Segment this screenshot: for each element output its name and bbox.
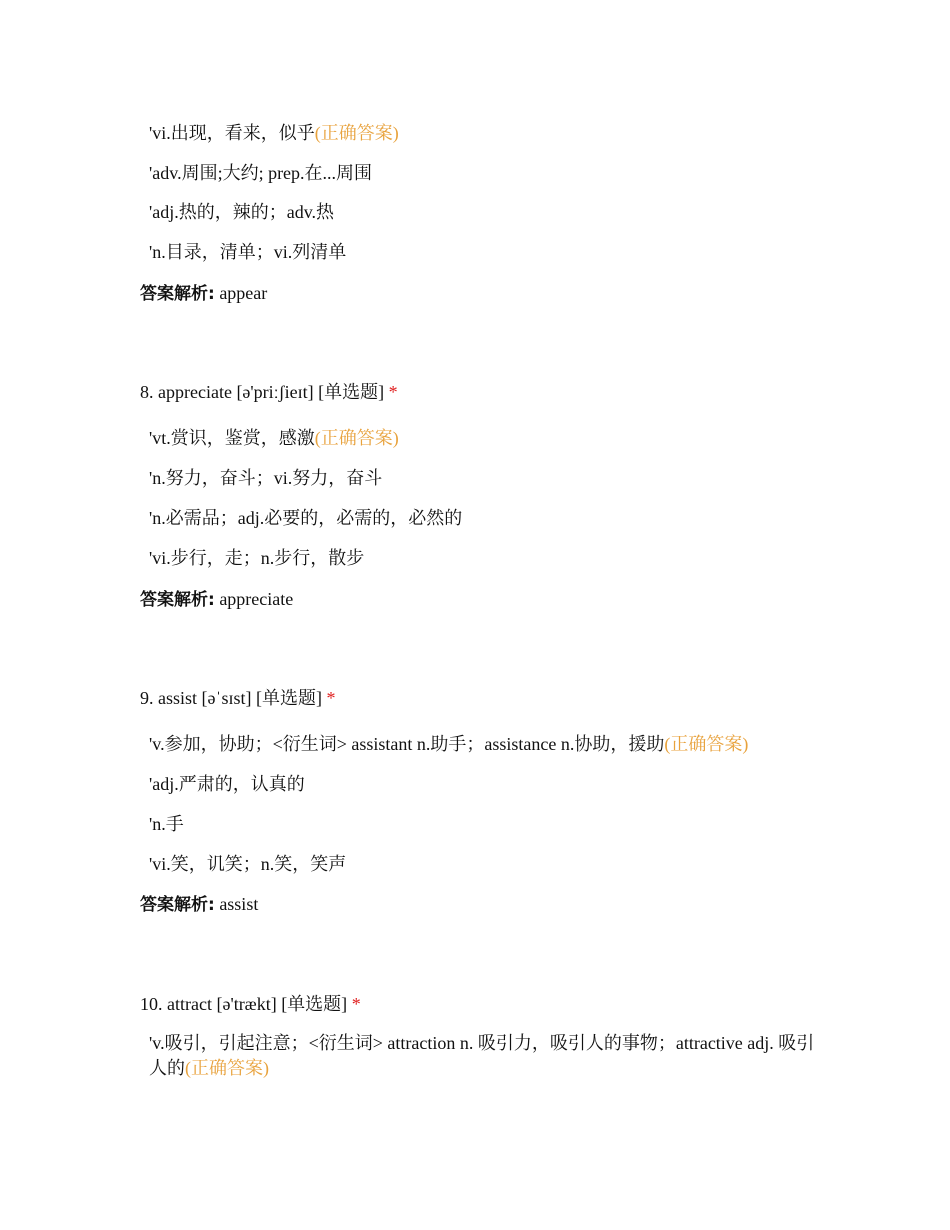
option-text: 'n.必需品；adj.必要的，必需的，必然的 (149, 508, 463, 528)
correct-answer-tag: (正确答案) (185, 1058, 269, 1078)
option-text: 'adj.严肃的，认真的 (149, 774, 305, 794)
question-title: 9. assist [əˈsɪst] [单选题] (140, 688, 322, 708)
required-mark: * (351, 994, 361, 1014)
option-text: 'v.参加，协助；<衍生词> assistant n.助手；assistance n.协助，援助 (149, 734, 665, 754)
q8-title (140, 380, 398, 404)
q8-option-d[interactable] (149, 546, 364, 570)
option-text: 'v.吸引，引起注意；<衍生词> attraction n. 吸引力，吸引人的事物；attractive adj. 吸引人的 (149, 1033, 815, 1078)
option-text: 'vi.笑，讥笑；n.笑，笑声 (149, 854, 347, 874)
q9-option-b[interactable] (149, 772, 305, 796)
option-text: 'vi.出现，看来，似乎 (149, 123, 315, 143)
q8-option-c[interactable] (149, 506, 462, 530)
q7-option-a[interactable] (149, 121, 399, 145)
option-text: 'vi.步行，走；n.步行，散步 (149, 548, 365, 568)
question-title: 10. attract [ə'trækt] [单选题] (140, 994, 348, 1014)
q7-answer-analysis (140, 281, 267, 306)
q9-option-d[interactable] (149, 852, 346, 876)
correct-answer-tag: (正确答案) (314, 123, 399, 143)
analysis-label: 答案解析: (140, 590, 215, 610)
correct-answer-tag: (正确答案) (664, 734, 749, 754)
q7-option-b[interactable] (149, 161, 372, 185)
analysis-text: assist (219, 894, 259, 914)
option-text: 'n.努力，奋斗；vi.努力，奋斗 (149, 468, 383, 488)
q7-option-d[interactable] (149, 240, 346, 264)
question-title: 8. appreciate [ə'priːʃieɪt] [单选题] (140, 382, 385, 402)
required-mark: * (326, 688, 336, 708)
q8-answer-analysis (140, 587, 293, 612)
q8-option-b[interactable] (149, 466, 382, 490)
option-text: 'adj.热的，辣的；adv.热 (149, 202, 335, 222)
option-text: 'n.目录，清单；vi.列清单 (149, 242, 347, 262)
required-mark: * (388, 382, 398, 402)
q9-answer-analysis (140, 892, 258, 917)
q9-option-c[interactable] (149, 812, 184, 836)
option-text: 'n.手 (149, 814, 184, 834)
q7-option-c[interactable] (149, 200, 334, 224)
q9-option-a[interactable] (149, 732, 748, 756)
analysis-label: 答案解析: (140, 895, 215, 915)
q10-title (140, 992, 361, 1016)
option-text: 'vt.赏识，鉴赏，感激 (149, 428, 315, 448)
analysis-label: 答案解析: (140, 284, 215, 304)
q8-option-a[interactable] (149, 426, 399, 450)
analysis-text: appreciate (219, 589, 294, 609)
option-text: 'adv.周围;大约; prep.在...周围 (149, 163, 373, 183)
correct-answer-tag: (正确答案) (314, 428, 399, 448)
analysis-text: appear (219, 283, 268, 303)
q10-option-a[interactable] (149, 1031, 819, 1081)
q9-title (140, 686, 335, 710)
